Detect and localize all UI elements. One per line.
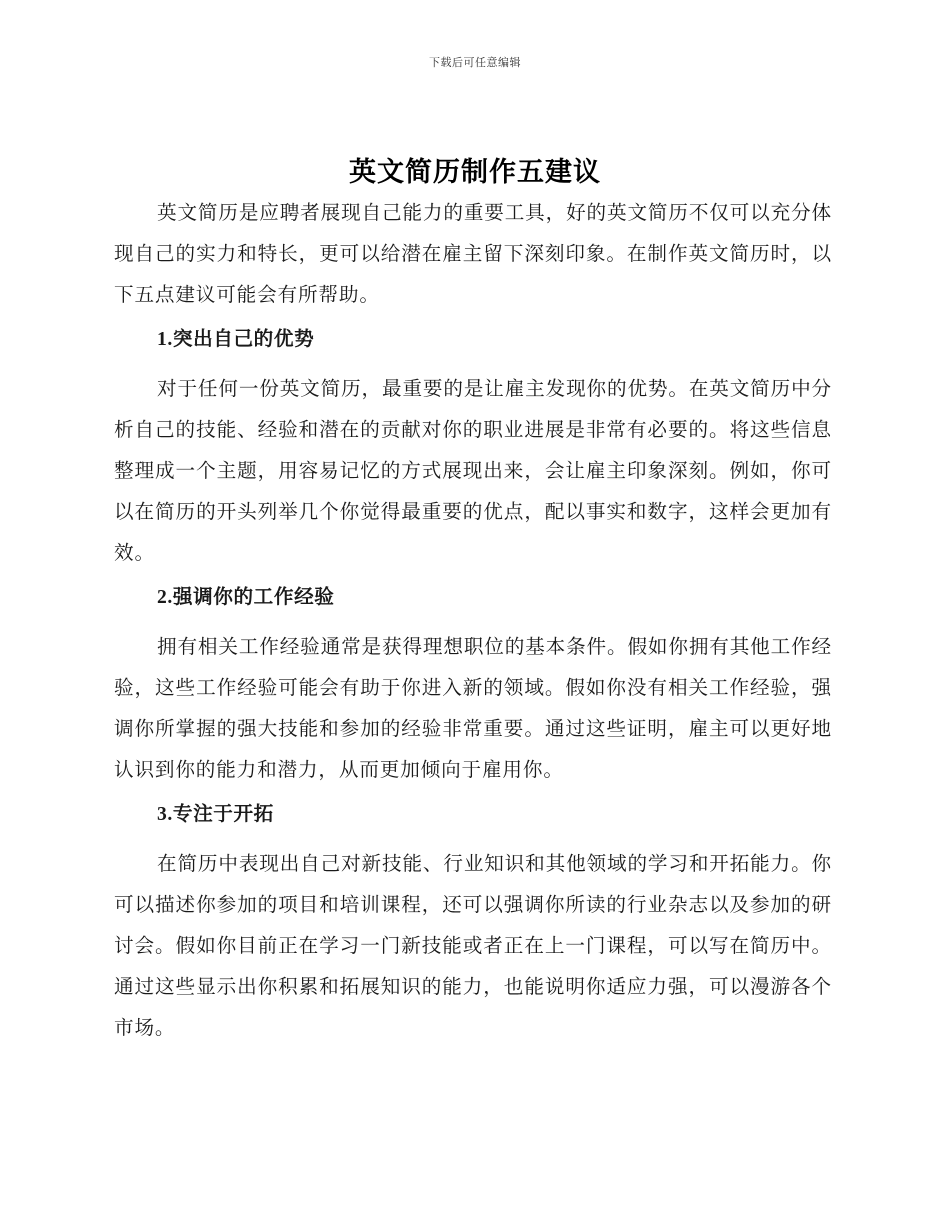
- section-number: 3.: [157, 804, 173, 825]
- section-number: 1.: [157, 329, 173, 350]
- page-header-note: 下载后可任意编辑: [429, 56, 521, 69]
- section-body-1: 对于任何一份英文简历，最重要的是让雇主发现你的优势。在英文简历中分析自己的技能、经验和潜在的贡献对你的职业进展是非常有必要的。将这些信息整理成一个主题，用容易记忆的方式展现出来，会让雇主印象深刻。例如，你可以在简历的开头列举几个你觉得最重要的优点，配以事实和数字，这样会更加有效。: [114, 377, 832, 564]
- section-body-3: 在简历中表现出自己对新技能、行业知识和其他领域的学习和开拓能力。你可以描述你参加的项目和培训课程，还可以强调你所读的行业杂志以及参加的研讨会。假如你目前正在学习一门新技能或者正在上一门课程，可以写在简历中。通过这些显示出你积累和拓展知识的能力，也能说明你适应力强，可以漫游各个市场。: [114, 852, 832, 1039]
- section-heading-2: [114, 581, 832, 614]
- section-heading-1: [114, 323, 832, 356]
- intro-paragraph: 英文简历是应聘者展现自己能力的重要工具，好的英文简历不仅可以充分体现自己的实力和特长，更可以给潜在雇主留下深刻印象。在制作英文简历时，以下五点建议可能会有所帮助。: [114, 201, 832, 306]
- document-title: 英文简历制作五建议: [349, 157, 601, 188]
- section-heading-3: [114, 798, 832, 831]
- section-heading-text: 专注于开拓: [172, 802, 274, 825]
- section-heading-text: 强调你的工作经验: [172, 585, 335, 608]
- section-heading-text: 突出自己的优势: [172, 327, 315, 350]
- section-body-2: 拥有相关工作经验通常是获得理想职位的基本条件。假如你拥有其他工作经验，这些工作经验可能会有助于你进入新的领域。假如你没有相关工作经验，强调你所掌握的强大技能和参加的经验非常重要。通过这些证明，雇主可以更好地认识到你的能力和潜力，从而更加倾向于雇用你。: [114, 635, 832, 781]
- document-body: [114, 192, 832, 1048]
- section-number: 2.: [157, 587, 173, 608]
